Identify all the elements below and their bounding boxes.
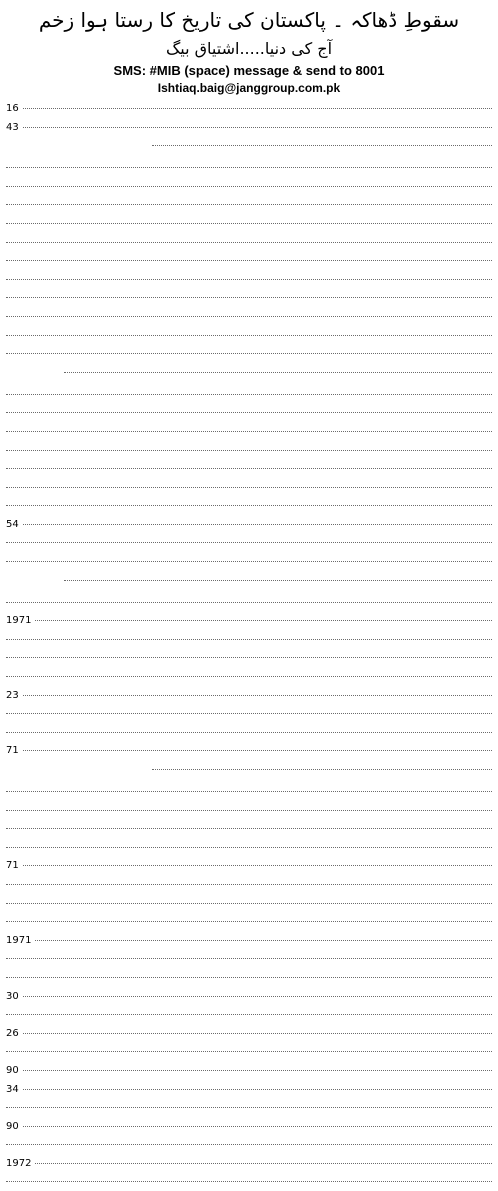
article-body <box>6 100 492 1191</box>
line-numbers: 1971 <box>6 932 35 950</box>
paragraph <box>6 386 492 590</box>
text-line <box>6 839 492 857</box>
text-line <box>6 386 492 404</box>
text-line <box>6 594 492 612</box>
text-line <box>6 460 492 478</box>
text-line <box>6 988 492 1006</box>
sms-instruction: SMS: #MIB (space) message & send to 8001 <box>113 63 385 78</box>
text-line <box>6 178 492 196</box>
paragraph <box>6 159 492 382</box>
line-numbers: 90 <box>6 1118 23 1136</box>
text-line <box>6 516 492 534</box>
text-line <box>6 100 492 118</box>
paragraph <box>6 783 492 1191</box>
text-line <box>6 308 492 326</box>
text-line <box>6 1118 492 1136</box>
text-line <box>6 404 492 422</box>
column-header <box>6 4 492 96</box>
text-line <box>6 1081 492 1099</box>
text-line <box>6 345 492 363</box>
text-line <box>6 742 492 760</box>
text-line <box>6 1173 492 1191</box>
text-line <box>6 913 492 931</box>
line-numbers: 23 <box>6 687 23 705</box>
text-line <box>6 234 492 252</box>
text-line <box>6 857 492 875</box>
line-numbers: 54 <box>6 516 23 534</box>
text-line <box>6 289 492 307</box>
text-line <box>6 252 492 270</box>
text-line <box>6 1062 492 1080</box>
column-title: سقوطِ ڈھاکہ ۔ پاکستان کی تاریخ کا رستا ہوا زخم <box>38 8 460 32</box>
text-line <box>6 895 492 913</box>
text-line <box>6 1155 492 1173</box>
text-line <box>6 649 492 667</box>
text-line <box>6 612 492 630</box>
text-line <box>6 572 492 590</box>
line-numbers: 1971 <box>6 612 35 630</box>
text-line <box>6 553 492 571</box>
line-numbers: 26 <box>6 1025 23 1043</box>
text-line <box>6 802 492 820</box>
author-byline: آج کی دنیا.....اشتیاق بیگ <box>165 39 333 58</box>
line-numbers: 90 <box>6 1062 23 1080</box>
text-line <box>6 687 492 705</box>
text-line <box>6 631 492 649</box>
text-line <box>6 497 492 515</box>
paragraph <box>6 594 492 779</box>
line-numbers: 34 <box>6 1081 23 1099</box>
text-line <box>6 1136 492 1154</box>
text-line <box>6 327 492 345</box>
text-line <box>6 479 492 497</box>
line-numbers: 30 <box>6 988 23 1006</box>
text-line <box>6 820 492 838</box>
text-line <box>6 1099 492 1117</box>
text-line <box>6 724 492 742</box>
text-line <box>6 1043 492 1061</box>
text-line <box>6 969 492 987</box>
text-line <box>6 876 492 894</box>
text-line <box>6 1006 492 1024</box>
text-line <box>6 761 492 779</box>
text-line <box>6 159 492 177</box>
line-numbers: 71 <box>6 857 23 875</box>
text-line <box>6 950 492 968</box>
text-line <box>6 196 492 214</box>
text-line <box>6 215 492 233</box>
line-numbers: 43 <box>6 119 23 137</box>
text-line <box>6 423 492 441</box>
line-numbers: 1972 <box>6 1155 35 1173</box>
text-line <box>6 271 492 289</box>
text-line <box>6 783 492 801</box>
paragraph <box>6 100 492 155</box>
text-line <box>6 1025 492 1043</box>
text-line <box>6 442 492 460</box>
text-line <box>6 364 492 382</box>
text-line <box>6 932 492 950</box>
text-line <box>6 668 492 686</box>
author-email: Ishtiaq.baig@janggroup.com.pk <box>157 81 341 95</box>
text-line <box>6 534 492 552</box>
line-numbers: 71 <box>6 742 23 760</box>
text-line <box>6 705 492 723</box>
text-line <box>6 119 492 137</box>
line-numbers: 16 <box>6 100 23 118</box>
text-line <box>6 137 492 155</box>
